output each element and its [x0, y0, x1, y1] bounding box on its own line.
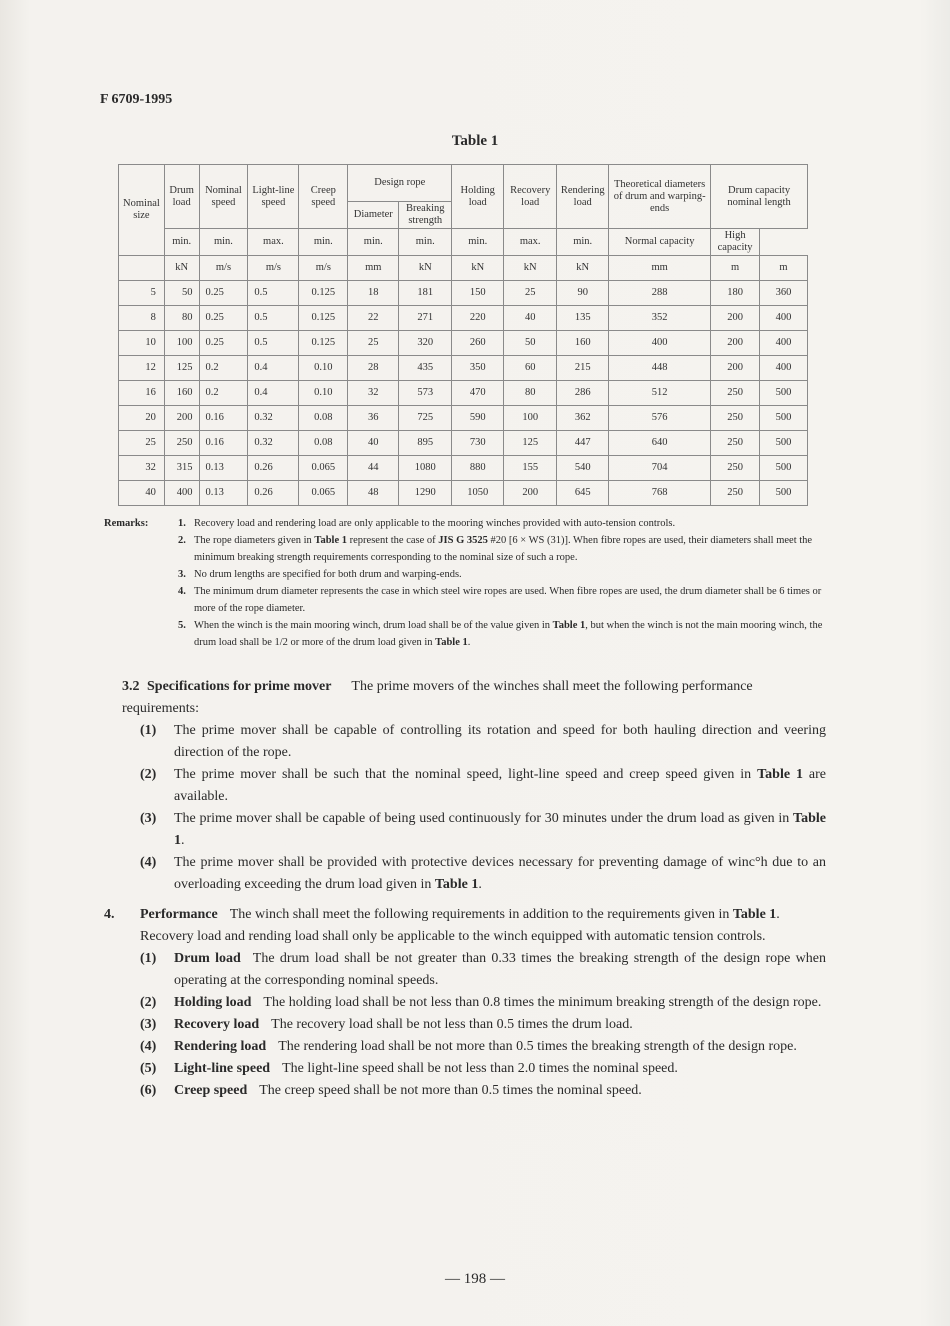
table-cell: 32	[119, 456, 165, 481]
table-cell: 400	[760, 306, 808, 331]
list-item: (3) The prime mover shall be capable of being used continuously for 30 minutes under the drum load as given in Table 1.	[140, 811, 826, 848]
table-cell: 90	[557, 281, 609, 306]
table-cell: 80	[164, 306, 199, 331]
table-cell: 895	[399, 431, 452, 456]
table-cell: 0.125	[299, 306, 348, 331]
table-cell: 0.125	[299, 281, 348, 306]
prime-mover-requirements	[104, 720, 826, 896]
table-cell: 0.26	[248, 481, 299, 506]
limit-cell: min.	[299, 229, 348, 256]
list-item: (4) The prime mover shall be provided with protective devices necessary for preventing damage of winc°h due to an overloading exceeding the drum load given in Table 1.	[140, 855, 826, 892]
table-cell: 315	[164, 456, 199, 481]
table-cell: 60	[504, 356, 557, 381]
table-cell: 0.13	[199, 456, 248, 481]
limit-cell: min.	[452, 229, 504, 256]
table-cell: 288	[609, 281, 711, 306]
table-cell: 447	[557, 431, 609, 456]
table-cell: 576	[609, 406, 711, 431]
list-item: (3) Recovery load The recovery load shall be not less than 0.5 times the drum load.	[140, 1017, 633, 1032]
page-number: — 198 —	[445, 1271, 505, 1287]
table-cell: 0.2	[199, 381, 248, 406]
table-cell: 28	[348, 356, 399, 381]
table-title: Table 1	[451, 133, 499, 149]
list-item: (2) Holding load The holding load shall be not less than 0.8 times the minimum breaking strength of the design rope.	[140, 995, 822, 1010]
unit-cell: kN	[452, 256, 504, 281]
table-cell: 250	[711, 456, 760, 481]
list-item: (4) Rendering load The rendering load shall be not more than 0.5 times the breaking strength of the design rope.	[140, 1039, 797, 1054]
table-cell: 725	[399, 406, 452, 431]
unit-cell: m/s	[199, 256, 248, 281]
table-cell: 0.4	[248, 356, 299, 381]
table-cell: 8	[119, 306, 165, 331]
unit-cell: m/s	[299, 256, 348, 281]
table-cell: 32	[348, 381, 399, 406]
unit-cell: kN	[504, 256, 557, 281]
table-cell: 0.32	[248, 406, 299, 431]
unit-cell: mm	[348, 256, 399, 281]
unit-cell: kN	[164, 256, 199, 281]
table-cell: 160	[557, 331, 609, 356]
specification-table	[118, 164, 808, 506]
remark-item: 1. Recovery load and rendering load are only applicable to the mooring winches provided with auto-tension controls.	[178, 518, 676, 529]
limit-cell: max.	[504, 229, 557, 256]
remark-item: 2. The rope diameters given in Table 1 represent the case of JIS G 3525 #20 [6 × WS (31)]. When fibre ropes are used, their diameters shall meet the minimum breaking strength requirements corresponding to the nominal size of such a rope.	[178, 535, 813, 563]
table-cell: 160	[164, 381, 199, 406]
table-row	[119, 381, 808, 406]
header-design-rope: Design rope	[348, 165, 452, 202]
table-cell: 100	[504, 406, 557, 431]
header-holding-load: Holding load	[452, 165, 504, 229]
header-theoretical-diameters: Theoretical diameters of drum and warping-ends	[609, 165, 711, 229]
table-cell: 0.4	[248, 381, 299, 406]
table-cell: 590	[452, 406, 504, 431]
table-cell: 352	[609, 306, 711, 331]
table-cell: 215	[557, 356, 609, 381]
table-cell: 320	[399, 331, 452, 356]
table-cell: 704	[609, 456, 711, 481]
table-cell: 640	[609, 431, 711, 456]
unit-cell: m	[711, 256, 760, 281]
table-cell: 0.25	[199, 281, 248, 306]
table-cell: 16	[119, 381, 165, 406]
table-cell: 50	[164, 281, 199, 306]
table-cell: 200	[504, 481, 557, 506]
table-cell: 0.2	[199, 356, 248, 381]
table-row	[119, 306, 808, 331]
table-cell: 40	[119, 481, 165, 506]
table-cell: 500	[760, 381, 808, 406]
section-3-2-title: Specifications for prime mover	[147, 679, 332, 694]
body-text	[104, 676, 826, 1102]
table-row	[119, 406, 808, 431]
table-cell: 500	[760, 481, 808, 506]
table-cell: 0.5	[248, 331, 299, 356]
unit-cell: mm	[609, 256, 711, 281]
table-cell: 271	[399, 306, 452, 331]
remark-item: 5. When the winch is the main mooring winch, drum load shall be of the value given in Table 1, but when the winch is not the main mooring winch, the drum load shall be 1/2 or more of the drum load given in Table 1.	[178, 620, 823, 648]
table-cell: 125	[504, 431, 557, 456]
table-cell: 25	[348, 331, 399, 356]
table-cell: 400	[609, 331, 711, 356]
table-cell: 0.5	[248, 281, 299, 306]
table-cell: 0.125	[299, 331, 348, 356]
table-cell: 200	[711, 331, 760, 356]
limit-cell: min.	[557, 229, 609, 256]
table-cell: 512	[609, 381, 711, 406]
table-cell: 350	[452, 356, 504, 381]
table-cell: 1290	[399, 481, 452, 506]
list-item: (5) Light-line speed The light-line speed shall be not less than 2.0 times the nominal speed.	[140, 1061, 678, 1076]
table-cell: 40	[348, 431, 399, 456]
table-cell: 500	[760, 406, 808, 431]
table-cell: 260	[452, 331, 504, 356]
unit-cell: kN	[557, 256, 609, 281]
header-drum-load: Drum load	[164, 165, 199, 229]
table-cell: 360	[760, 281, 808, 306]
header-rendering-load: Rendering load	[557, 165, 609, 229]
table-cell: 250	[711, 431, 760, 456]
list-item: (1) Drum load The drum load shall be not greater than 0.33 times the breaking strength of the design rope when operating at the corresponding nominal speeds.	[140, 951, 826, 988]
table-row	[119, 431, 808, 456]
table-cell: 645	[557, 481, 609, 506]
table-cell: 44	[348, 456, 399, 481]
table-cell: 0.08	[299, 431, 348, 456]
table-cell: 0.16	[199, 431, 248, 456]
table-cell: 0.32	[248, 431, 299, 456]
section-4: 4. Performance The winch shall meet the following requirements in addition to the requirements given in Table 1.	[104, 907, 780, 922]
section-4-paragraph: Recovery load and rending load shall only be applicable to the winch equipped with automatic tension controls.	[140, 929, 766, 944]
table-cell: 200	[711, 306, 760, 331]
table-row	[119, 281, 808, 306]
document-id: F 6709-1995	[100, 92, 173, 107]
list-item: (2) The prime mover shall be such that the nominal speed, light-line speed and creep speed given in Table 1 are available.	[140, 767, 826, 804]
table-cell: 25	[504, 281, 557, 306]
table-cell: 100	[164, 331, 199, 356]
table-cell: 0.08	[299, 406, 348, 431]
table-cell: 50	[504, 331, 557, 356]
table-cell: 40	[504, 306, 557, 331]
table-cell: 200	[711, 356, 760, 381]
table-cell: 500	[760, 456, 808, 481]
table-cell: 0.10	[299, 356, 348, 381]
table-cell: 135	[557, 306, 609, 331]
section-4-title: Performance	[140, 907, 218, 922]
header-nominal-size: Nominal size	[119, 165, 165, 256]
table-cell: 880	[452, 456, 504, 481]
table-cell: 768	[609, 481, 711, 506]
table-cell: 470	[452, 381, 504, 406]
performance-requirements	[104, 948, 826, 1102]
table-cell: 0.10	[299, 381, 348, 406]
table-cell: 362	[557, 406, 609, 431]
limit-cell: min.	[348, 229, 399, 256]
table-cell: 400	[164, 481, 199, 506]
table-cell: 0.065	[299, 481, 348, 506]
table-cell: 10	[119, 331, 165, 356]
section-3-2: 3.2 Specifications for prime mover The prime movers of the winches shall meet the following performance requirements:	[122, 679, 753, 716]
list-item: (1) The prime mover shall be capable of controlling its rotation and speed for both hauling direction and veering direction of the rope.	[140, 723, 826, 760]
table-cell: 36	[348, 406, 399, 431]
table-cell: 0.13	[199, 481, 248, 506]
table-cell: 200	[164, 406, 199, 431]
table-cell: 0.065	[299, 456, 348, 481]
table-cell: 0.26	[248, 456, 299, 481]
table-row	[119, 331, 808, 356]
header-high-capacity: High capacity	[711, 229, 760, 256]
table-cell: 0.25	[199, 331, 248, 356]
header-recovery-load: Recovery load	[504, 165, 557, 229]
header-drum-capacity: Drum capacity nominal length	[711, 165, 808, 229]
remarks-label: Remarks:	[104, 518, 149, 529]
table-cell: 80	[504, 381, 557, 406]
table-cell: 0.5	[248, 306, 299, 331]
header-light-line-speed: Light-line speed	[248, 165, 299, 229]
table-cell: 400	[760, 331, 808, 356]
table-cell: 250	[711, 406, 760, 431]
limit-cell: min.	[199, 229, 248, 256]
table-cell: 400	[760, 356, 808, 381]
table-row	[119, 481, 808, 506]
unit-cell: m	[760, 256, 808, 281]
unit-cell: m/s	[248, 256, 299, 281]
table-cell: 220	[452, 306, 504, 331]
header-diameter: Diameter	[348, 202, 399, 229]
remark-item: 4. The minimum drum diameter represents the case in which steel wire ropes are used. When fibre ropes are used, the drum diameter shall be 6 times or more of the rope diameter.	[178, 586, 822, 614]
table-cell: 20	[119, 406, 165, 431]
table-cell: 435	[399, 356, 452, 381]
table-cell: 18	[348, 281, 399, 306]
table-cell: 730	[452, 431, 504, 456]
table-cell: 150	[452, 281, 504, 306]
table-cell: 500	[760, 431, 808, 456]
table-cell: 1050	[452, 481, 504, 506]
table-cell: 22	[348, 306, 399, 331]
table-cell: 573	[399, 381, 452, 406]
header-creep-speed: Creep speed	[299, 165, 348, 229]
table-cell: 48	[348, 481, 399, 506]
limit-cell: min.	[399, 229, 452, 256]
limit-cell: max.	[248, 229, 299, 256]
table-cell: 125	[164, 356, 199, 381]
table-cell: 25	[119, 431, 165, 456]
header-breaking-strength: Breaking strength	[399, 202, 452, 229]
table-cell: 180	[711, 281, 760, 306]
table-row	[119, 356, 808, 381]
table-cell: 181	[399, 281, 452, 306]
table-cell: 250	[711, 481, 760, 506]
table-cell: 250	[711, 381, 760, 406]
table-cell: 250	[164, 431, 199, 456]
header-nominal-speed: Nominal speed	[199, 165, 248, 229]
table-cell: 12	[119, 356, 165, 381]
unit-cell: kN	[399, 256, 452, 281]
table-cell: 286	[557, 381, 609, 406]
table-row	[119, 456, 808, 481]
table-cell: 0.25	[199, 306, 248, 331]
remark-item: 3. No drum lengths are specified for both drum and warping-ends.	[178, 569, 462, 580]
table-cell: 0.16	[199, 406, 248, 431]
table-cell: 155	[504, 456, 557, 481]
table-cell: 5	[119, 281, 165, 306]
limit-cell: min.	[164, 229, 199, 256]
list-item: (6) Creep speed The creep speed shall be not more than 0.5 times the nominal speed.	[140, 1083, 642, 1098]
table-cell: 1080	[399, 456, 452, 481]
table-cell: 540	[557, 456, 609, 481]
table-cell: 448	[609, 356, 711, 381]
header-normal-capacity: Normal capacity	[609, 229, 711, 256]
